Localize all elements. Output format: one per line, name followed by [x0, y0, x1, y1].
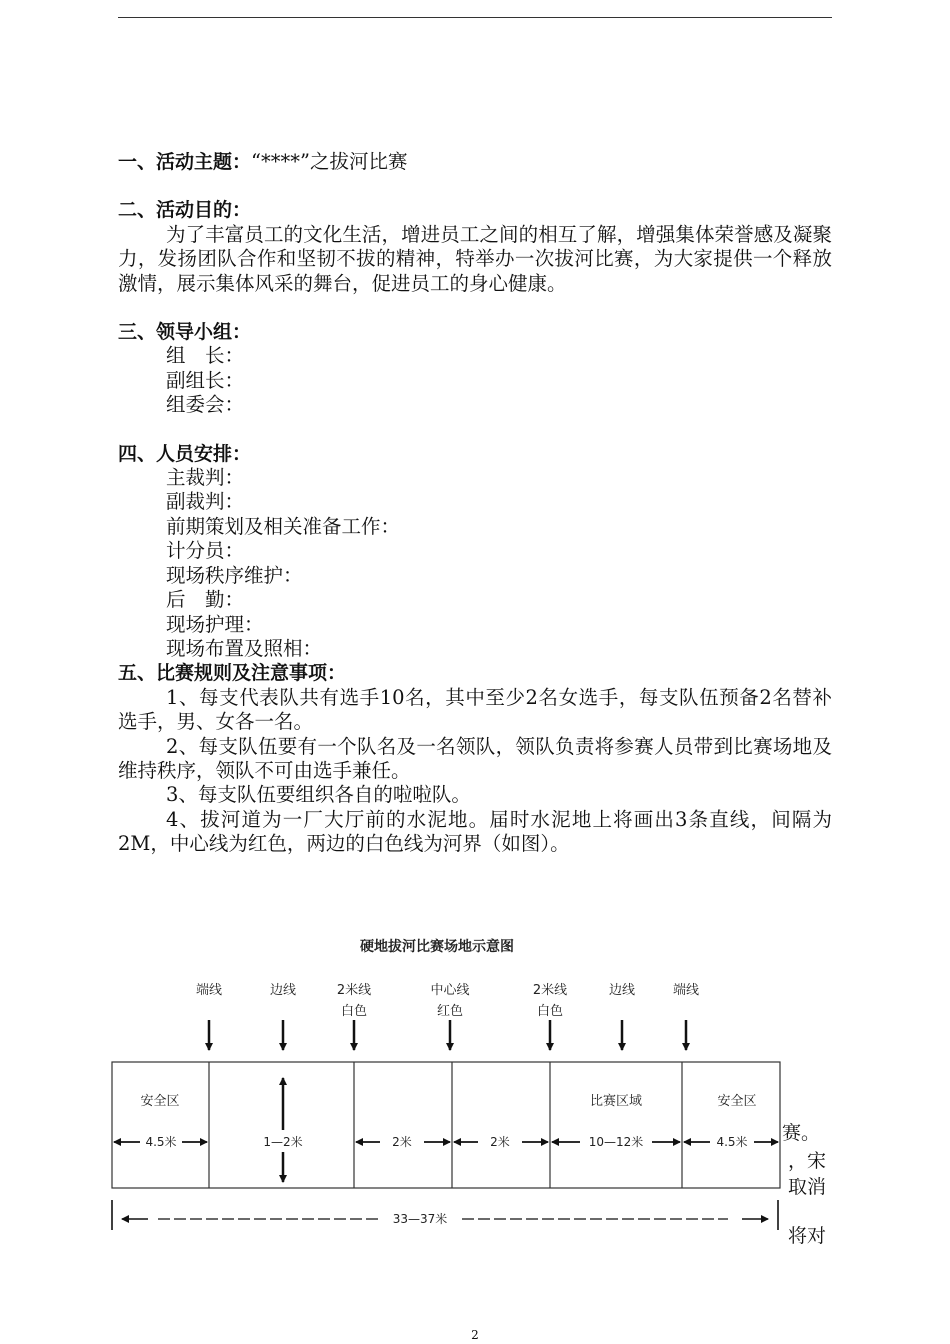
staff-item: 现场布置及照相： [166, 636, 323, 660]
section-5-title: 五、比赛规则及注意事项： [118, 662, 347, 685]
page-number: 2 [471, 1328, 479, 1342]
dim-label-6: 4.5米 [716, 1135, 748, 1149]
leader-item: 副组长： [166, 368, 245, 392]
rule-item: 2、每支队伍要有一个队名及一名领队，领队负责将参赛人员带到比赛场地及维持秩序，领队不可由选手兼任。 [118, 734, 832, 782]
top-label-4b: 红色 [436, 1004, 464, 1019]
zone-label-right: 安全区 [717, 1094, 757, 1109]
field-rectangle [112, 1062, 780, 1188]
staff-item: 计分员： [166, 539, 245, 563]
staff-item: 副裁判： [166, 490, 245, 514]
top-label-4a: 中心线 [430, 983, 470, 998]
staff-item: 现场护理： [166, 612, 264, 636]
top-label-6a: 边线 [608, 983, 636, 998]
section-1-title: 一、活动主题： [118, 151, 252, 173]
zone-label-play: 比赛区域 [589, 1094, 643, 1109]
field-diagram [0, 920, 950, 1260]
top-labels [196, 982, 699, 1019]
overflow-fragment: 赛。 [782, 1122, 821, 1144]
dim-label-4: 2米 [490, 1135, 510, 1149]
section-2-body: 为了丰富员工的文化生活，增进员工之间的相互了解，增强集体荣誉感及凝聚力，发扬团队合作和坚韧不拔的精神，特举办一次拔河比赛，为大家提供一个释放激情，展示集体风采的舞台，促进员工的身心健康。 [118, 222, 832, 295]
rule-item: 3、每支队伍要组织各自的啦啦队。 [166, 783, 471, 807]
rule-item: 4、拔河道为一厂大厅前的水泥地。届时水泥地上将画出3条直线，间隔为2M，中心线为红色，两边的白色线为河界（如图）。 [118, 807, 832, 856]
staff-item: 主裁判： [166, 466, 245, 490]
overflow-fragment: 将对 [788, 1225, 827, 1247]
staff-item: 现场秩序维护： [166, 563, 303, 587]
rule-item: 1、每支代表队共有选手10名，其中至少2名女选手，每支队伍预备2名替补选手，男、女各一名。 [118, 685, 832, 734]
staff-item: 前期策划及相关准备工作： [166, 514, 401, 538]
section-1 [118, 150, 832, 174]
dim-label-3: 2米 [392, 1135, 412, 1149]
section-3-title: 三、领导小组： [118, 321, 252, 344]
diagram-title: 硬地拔河比赛场地示意图 [360, 939, 514, 955]
top-label-7a: 端线 [672, 983, 700, 998]
top-label-5b: 白色 [536, 1004, 564, 1019]
section-2-title: 二、活动目的： [118, 199, 252, 222]
section-1-value: “****”之拔河比赛 [251, 150, 408, 173]
overflow-fragment: ，宋 [788, 1150, 827, 1172]
staff-item: 后 勤： [166, 588, 245, 612]
top-label-2a: 边线 [269, 983, 297, 998]
dim-label-1: 4.5米 [145, 1135, 177, 1149]
document-body [118, 150, 832, 857]
overflow-fragment: 取消 [788, 1176, 827, 1198]
leader-item: 组 长： [166, 344, 245, 368]
leader-item: 组委会： [166, 393, 245, 417]
zone-labels [140, 1093, 756, 1109]
total-label: 33—37米 [392, 1212, 448, 1226]
header-rule [118, 17, 832, 18]
dim-label-5: 10—12米 [588, 1135, 644, 1149]
top-label-3b: 白色 [340, 1004, 368, 1019]
zone-label-left: 安全区 [140, 1094, 180, 1109]
top-label-1a: 端线 [195, 983, 223, 998]
line-markers [209, 1020, 686, 1050]
top-label-3a: 2米线 [336, 983, 372, 998]
field-diagram-svg [0, 920, 950, 1260]
section-4-title: 四、人员安排： [118, 442, 252, 465]
dim-label-2: 1—2米 [263, 1135, 303, 1149]
top-label-5a: 2米线 [532, 983, 568, 998]
